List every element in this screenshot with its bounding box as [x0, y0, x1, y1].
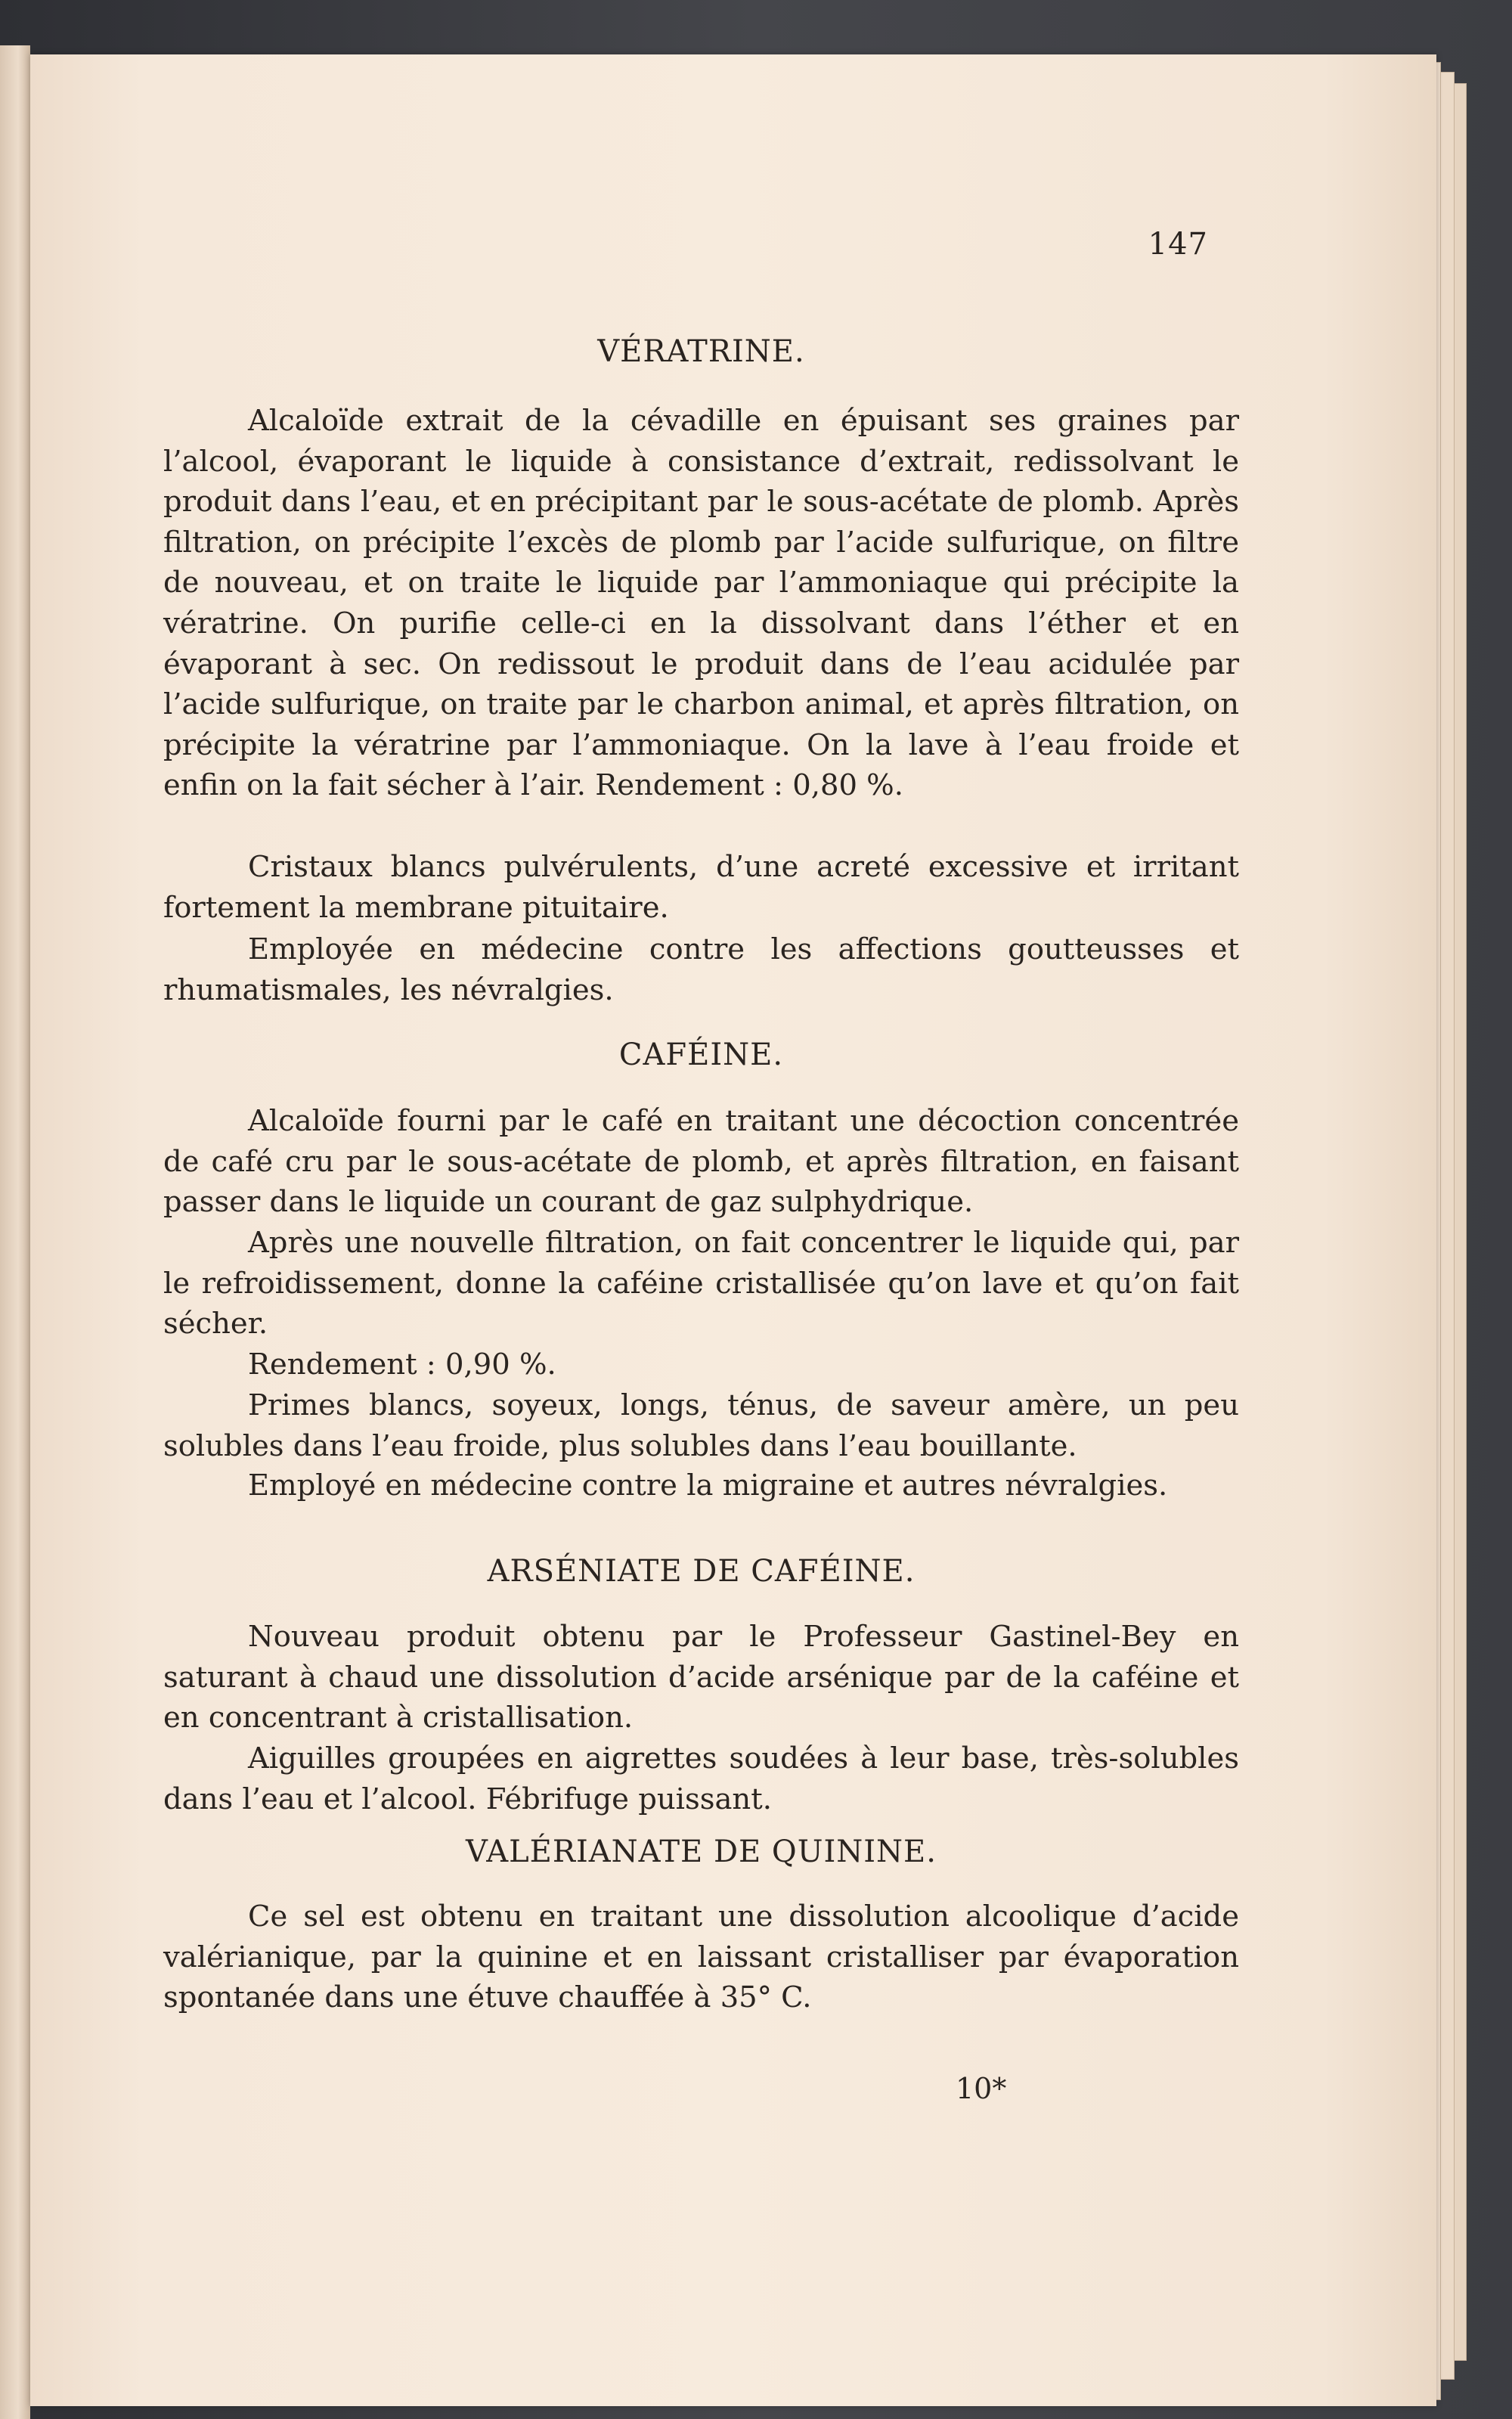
page-number: 147 — [1148, 227, 1208, 262]
signature-mark: 10* — [956, 2072, 1007, 2105]
previous-page-edge — [0, 45, 30, 2419]
section-title-valerianate: VALÉRIANATE DE QUININE. — [466, 1834, 937, 1869]
paragraph: Alcaloïde fourni par le café en traitant une décoction concentrée de café cru par le sous-acétate de plomb, et après filtration, en faisant passer dans le liquide un courant de gaz sulphydrique. — [163, 1104, 1239, 1220]
paragraph: Aiguilles groupées en aigrettes soudées à leur base, très-solubles dans l’eau et l’alcool. Fébrifuge puissant. — [163, 1741, 1239, 1816]
section-title-cafeine: CAFÉINE. — [618, 1037, 784, 1072]
paragraph: Cristaux blancs pulvérulents, d’une acreté excessive et irritant fortement la membrane pituitaire. — [163, 850, 1239, 925]
section-title-veratrine: VÉRATRINE. — [597, 334, 805, 369]
paragraph: Après une nouvelle filtration, on fait concentrer le liquide qui, par le refroidissement, donne la caféine cristallisée qu’on lave et qu’on fait sécher. — [163, 1226, 1239, 1341]
paragraph: Rendement : 0,90 %. — [248, 1348, 556, 1382]
paragraph: Primes blancs, soyeux, longs, ténus, de saveur amère, un peu solubles dans l’eau froide, plus solubles dans l’eau bouillante. — [163, 1388, 1239, 1463]
paragraph: Employé en médecine contre la migraine et autres névralgies. — [248, 1468, 1168, 1503]
paragraph: Ce sel est obtenu en traitant une dissolution alcoolique d’acide valérianique, par la quinine et en laissant cristalliser par évaporation spontanée dans une étuve chauffée à 35° C. — [163, 1900, 1239, 2015]
paragraph: Nouveau produit obtenu par le Professeur Gastinel-Bey en saturant à chaud une dissolution d’acide arsénique par de la caféine et en concentrant à cristallisation. — [163, 1620, 1239, 1735]
paragraph: Employée en médecine contre les affections goutteusses et rhumatismales, les névralgies. — [163, 932, 1239, 1007]
paragraph: Alcaloïde extrait de la cévadille en épuisant ses graines par l’alcool, évaporant le liquide à consistance d’extrait, redissolvant le produit dans l’eau, et en précipitant par le sous-acétate de plomb. Après filtration, on précipite l’excès de plomb par l’acide sulfurique, on filtre de nouveau, et on traite le liquide par l’ammoniaque qui précipite la vératrine. On purifie celle-ci en la dissolvant dans l’éther et en évaporant à sec. On redissout le produit dans de l’eau acidulée par l’acide sulfurique, on traite par le charbon animal, et après filtration, on précipite la vératrine par l’ammoniaque. On la lave à l’eau froide et enfin on la fait sécher à l’air. Rendement : 0,80 %. — [163, 404, 1239, 803]
book-page — [30, 54, 1436, 2406]
section-title-arseniate: ARSÉNIATE DE CAFÉINE. — [487, 1554, 916, 1589]
